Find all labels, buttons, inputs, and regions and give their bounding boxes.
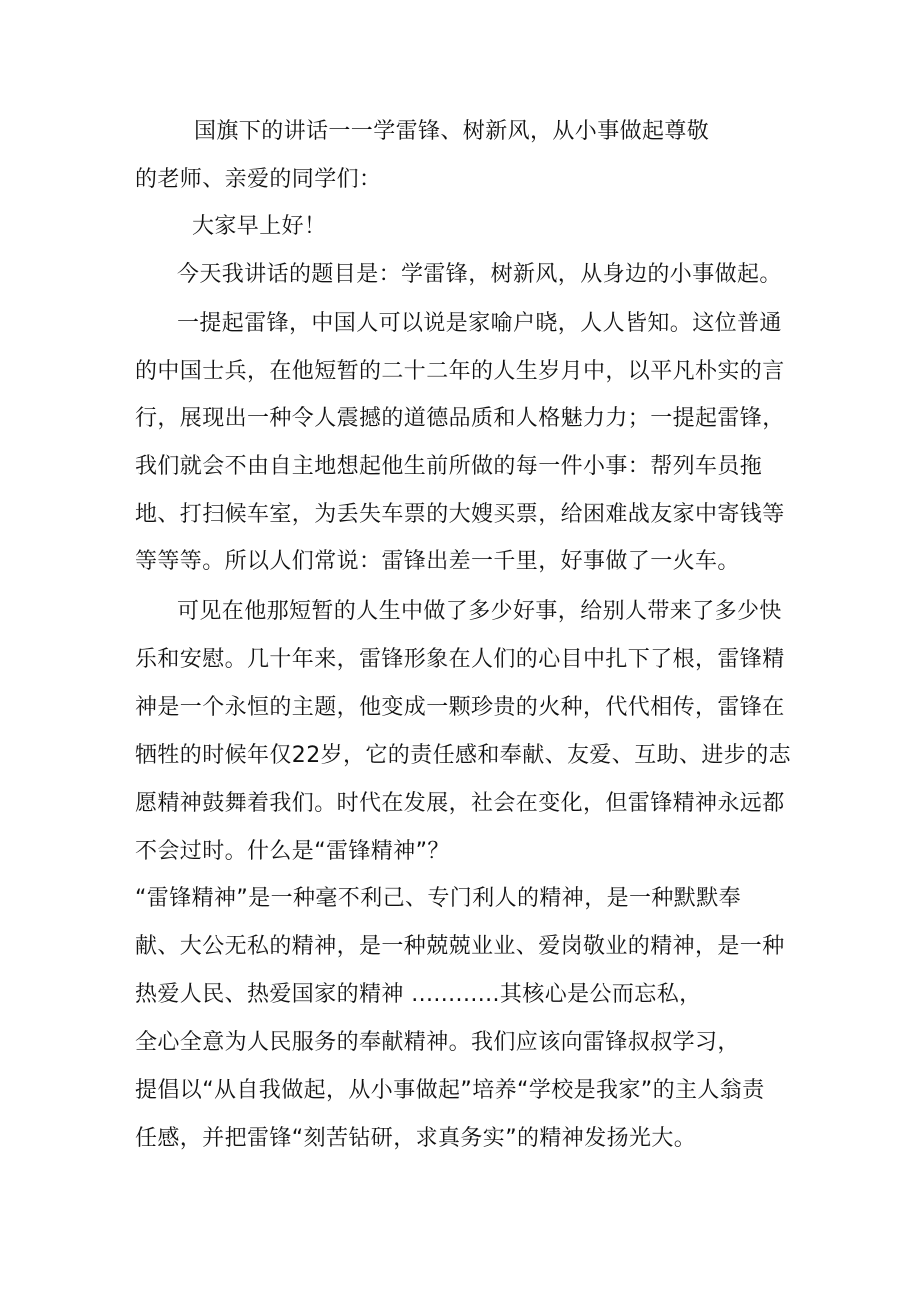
paragraph-line: 任感，并把雷锋“刻苦钻研，求真务实”的精神发扬光大。 [135,1126,697,1151]
salutation-line: 的老师、亲爱的同学们： [135,167,382,192]
paragraph-line: 地、打扫候车室，为丢失车票的大嫂买票，给困难战友家中寄钱等 [135,502,785,527]
paragraph-line: 不会过时。什么是“雷锋精神”？ [135,839,450,864]
title-line: 国旗下的讲话一一学雷锋、树新风，从小事做起尊敬 [194,119,710,144]
paragraph-line: 神是一个永恒的主题，他变成一颗珍贵的火种，代代相传，雷锋在 [135,695,785,720]
paragraph-line: 我们就会不由自主地想起他生前所做的每一件小事：帮列车员拖 [135,454,763,479]
topic-line: 今天我讲话的题目是：学雷锋，树新风，从身边的小事做起。 [177,262,782,287]
paragraph-line: 提倡以“从自我做起，从小事做起”培养“学校是我家”的主人翁责 [135,1078,765,1103]
paragraph-line: “雷锋精神”是一种毫不利己、专门利人的精神，是一种默默奉 [135,886,741,911]
paragraph-line: 等等等。所以人们常说：雷锋出差一千里，好事做了一火车。 [135,549,740,574]
paragraph-line: 行，展现出一种令人震撼的道德品质和人格魅力力；一提起雷锋， [135,406,785,431]
paragraph-line: 可见在他那短暂的人生中做了多少好事，给别人带来了多少快 [177,599,782,624]
paragraph-line: 牺牲的时候年仅22岁，它的责任感和奉献、友爱、互助、进步的志 [135,743,791,768]
paragraph-line: 全心全意为人民服务的奉献精神。我们应该向雷锋叔叔学习， [135,1030,740,1055]
paragraph-line: 一提起雷锋，中国人可以说是家喻户晓，人人皆知。这位普通 [177,311,782,336]
paragraph-line: 献、大公无私的精神，是一种兢兢业业、爱岗敬业的精神，是一种 [135,934,785,959]
greeting-line: 大家早上好！ [192,214,327,239]
paragraph-line: 愿精神鼓舞着我们。时代在发展，社会在变化，但雷锋精神永远都 [135,791,785,816]
paragraph-line: 的中国士兵，在他短暂的二十二年的人生岁月中，以平凡朴实的言 [135,359,785,384]
paragraph-line: 热爱人民、热爱国家的精神 ............其核心是公而忘私， [135,982,702,1007]
paragraph-line: 乐和安慰。几十年来，雷锋形象在人们的心目中扎下了根，雷锋精 [135,647,785,672]
